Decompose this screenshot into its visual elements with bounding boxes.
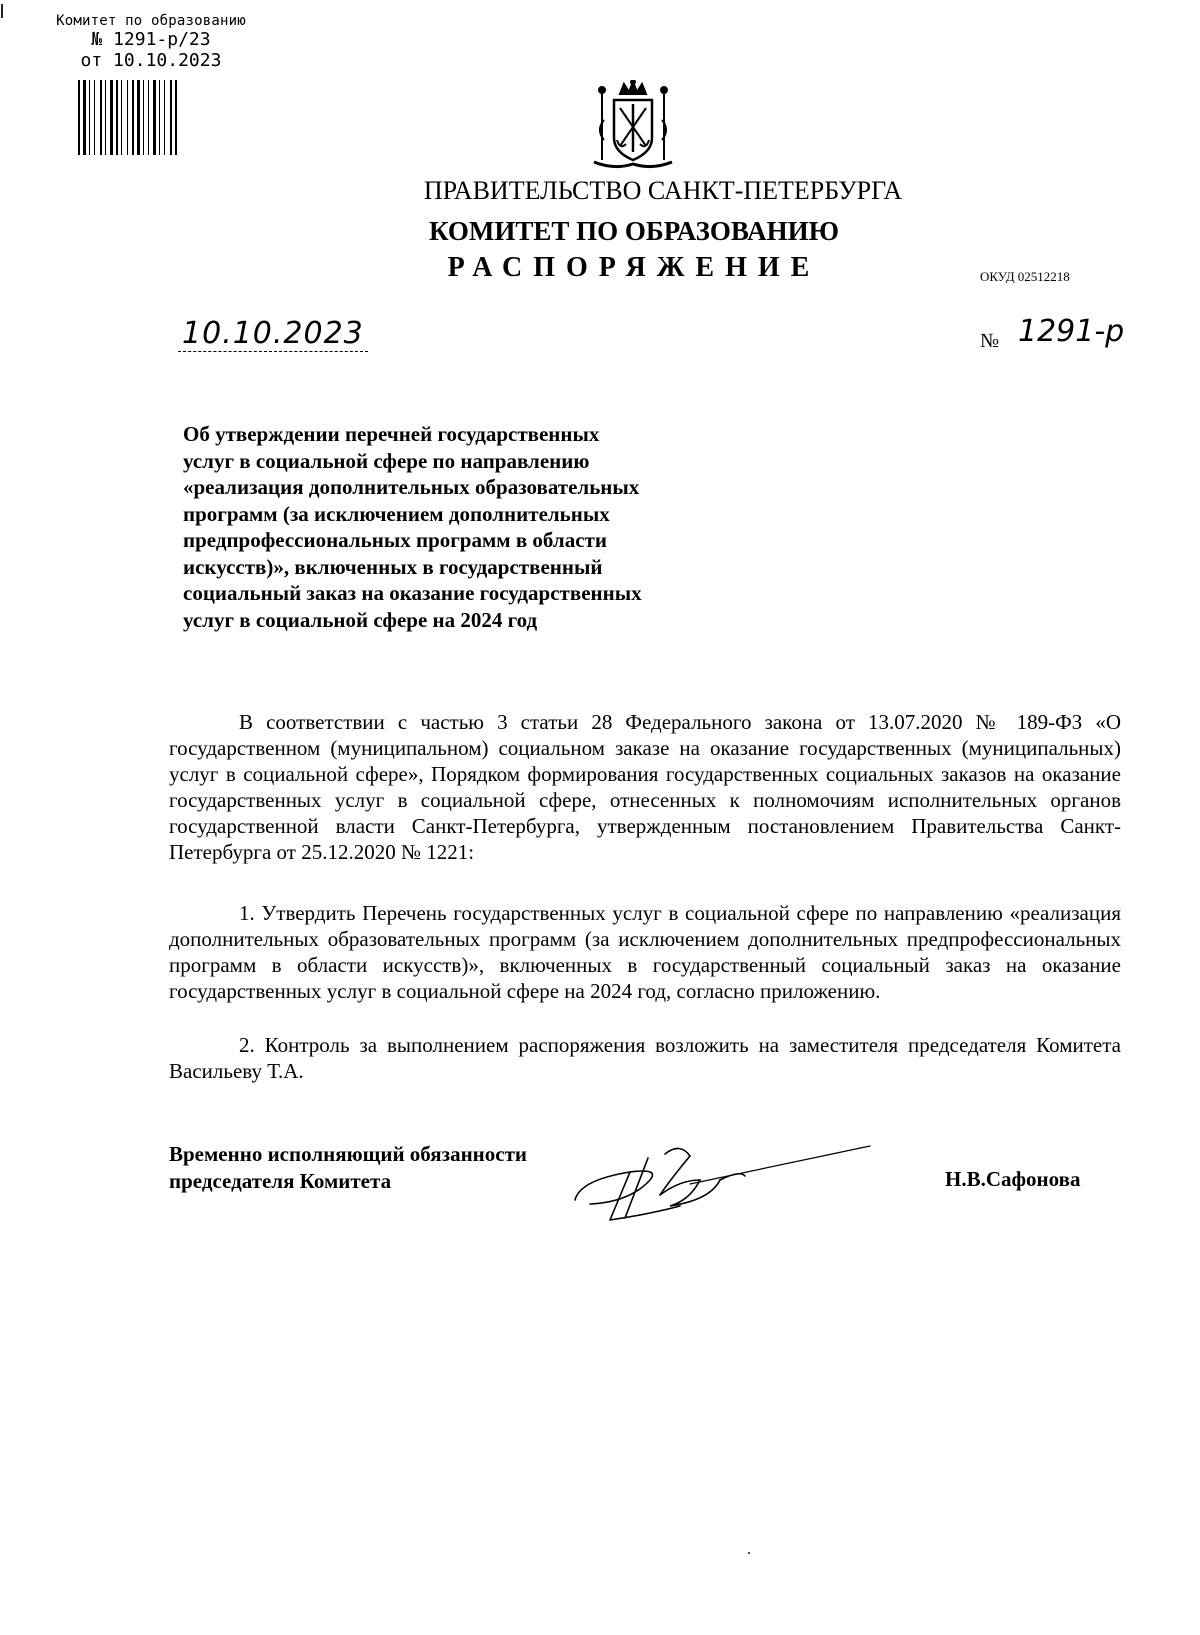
scan-edge-mark [1,4,3,18]
barcode-bar [175,80,177,155]
registration-stamp [36,14,266,70]
barcode-bar [116,80,118,155]
handwritten-signature [570,1140,880,1230]
stamp-date: от 10.10.2023 [80,50,222,71]
item-2-paragraph: 2. Контроль за выполнением распоряжения возложить на заместителя председателя Комитета Васильеву Т.А. [169,1033,1121,1083]
handwritten-date: 10.10.2023 [178,316,368,352]
barcode-bar [100,80,102,155]
subject-line: услуг в социальной сфере на 2024 год [183,607,538,632]
barcode-bar [164,80,165,155]
barcode-bar [105,80,106,155]
barcode-bar [170,80,172,155]
barcode-bar [127,80,128,155]
handwritten-number: 1291-р [1018,314,1125,349]
stamp-organization: Комитет по образованию [56,13,246,29]
number-sign: № [980,330,1000,352]
scan-speck [748,1552,750,1554]
document-subject [183,421,743,633]
committee-title: КОМИТЕТ ПО ОБРАЗОВАНИЮ [428,216,840,246]
signatory-name: Н.В.Сафонова [945,1167,1081,1191]
subject-line: «реализация дополнительных образовательных [183,475,640,499]
barcode-bar [110,80,113,155]
subject-line: социальный заказ на оказание государственных [183,581,642,605]
barcode-bar [83,80,86,155]
subject-line: искусств)», включенных в государственный [183,554,603,579]
subject-line: программ (за исключением дополнительных [183,501,610,526]
signatory-title-line: Временно исполняющий обязанности [169,1142,528,1166]
barcode-bar [78,80,80,155]
subject-line: услуг в социальной сфере по направлению [183,448,590,473]
barcode-bar [121,80,122,155]
barcode-bar [159,80,160,155]
barcode-bar [89,80,90,155]
barcode-bar [153,80,156,155]
stamp-number: № 1291-р/23 [91,29,211,50]
signatory-title-line: председателя Комитета [169,1169,392,1193]
barcode-bar [94,80,95,155]
barcode-bar [137,80,140,155]
government-title: ПРАВИТЕЛЬСТВО САНКТ-ПЕТЕРБУРГА [423,176,903,205]
preamble-paragraph: В соответствии с частью 3 статьи 28 Федерального закона от 13.07.2020 № 189-ФЗ «О государственном (муниципальном) социальном заказе на оказание государственных (муниципальных) услуг в социальной сфере», Порядком формирования государственных социальных заказов на оказание государственных услуг в социальной сфере, отнесенных к полномочиям исполнительных органов государственной власти Санкт-Петербурга, утвержденным постановлением Правительства Санкт-Петербурга от 25.12.2020 № 1221: [169,710,1121,864]
document-type-title: РАСПОРЯЖЕНИЕ [447,252,821,283]
barcode [78,80,208,155]
subject-line: предпрофессиональных программ в области [183,528,607,552]
barcode-bar [143,80,144,155]
barcode-bar [132,80,134,155]
barcode-bar [148,80,149,155]
signatory-title [169,1141,527,1195]
item-1-paragraph: 1. Утвердить Перечень государственных услуг в социальной сфере по направлению «реализация дополнительных образовательных программ (за исключением дополнительных предпрофессиональных программ в области искусств)», включенных в государственный социальный заказ на оказание государственных услуг в социальной сфере на 2024 год, согласно приложению. [169,901,1121,1003]
coat-of-arms-emblem [584,80,682,172]
okud-code: ОКУД 02512218 [980,269,1070,284]
subject-line: Об утверждении перечней государственных [183,422,600,446]
